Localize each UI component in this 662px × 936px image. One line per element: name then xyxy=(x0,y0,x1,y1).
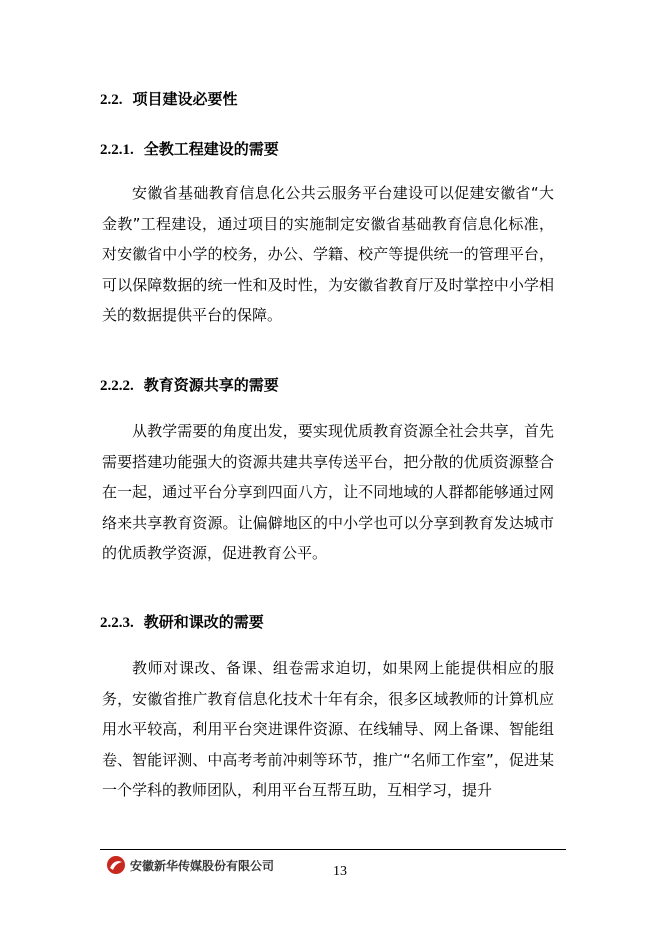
footer-company: 安徽新华传媒股份有限公司 xyxy=(130,859,275,873)
heading-title: 教研和课改的需要 xyxy=(143,613,264,631)
heading-title: 全教工程建设的需要 xyxy=(143,140,279,158)
heading-2-2-1 xyxy=(100,138,279,159)
paragraph-2-2-2: 从教学需要的角度出发，要实现优质教育资源全社会共享，首先需要搭建功能强大的资源共建共享传送平台，把分散的优质资源整合在一起，通过平台分享到四面八方，让不同地域的人群都能够通过网络来共享教育资源。让偏僻地区的中小学也可以分享到教育发达城市的优质教学资源，促进教育公平。 xyxy=(102,422,554,562)
heading-number: 2.2.1. xyxy=(100,142,134,158)
paragraph-2-2-1: 安徽省基础教育信息化公共云服务平台建设可以促建安徽省“大金教”工程建设，通过项目的实施制定安徽省基础教育信息化标准，对安徽省中小学的校务，办公、学籍、校产等提供统一的管理平台，可以保障数据的统一性和及时性，为安徽省教育厅及时掌控中小学相关的数据提供平台的保障。 xyxy=(102,184,554,324)
heading-number: 2.2.2. xyxy=(100,378,134,394)
heading-number: 2.2. xyxy=(100,92,123,108)
footer-divider xyxy=(100,849,566,850)
heading-2-2 xyxy=(100,88,238,109)
heading-2-2-3 xyxy=(100,611,264,632)
page-number: 13 xyxy=(333,864,347,879)
heading-2-2-2 xyxy=(100,374,279,395)
heading-title: 项目建设必要性 xyxy=(132,90,238,108)
paragraph-2-2-3: 教师对课改、备课、组卷需求迫切，如果网上能提供相应的服务，安徽省推广教育信息化技术十年有余，很多区域教师的计算机应用水平较高，利用平台突进课件资源、在线辅导、网上备课、智能组卷、智能评测、中高考考前冲刺等环节，推广“名师工作室”，促进某一个学科的教师团队，利用平台互帮互助，互相学习，提升 xyxy=(102,659,554,799)
heading-number: 2.2.3. xyxy=(100,615,134,631)
xinhua-logo-icon xyxy=(106,855,126,875)
heading-title: 教育资源共享的需要 xyxy=(143,376,279,394)
